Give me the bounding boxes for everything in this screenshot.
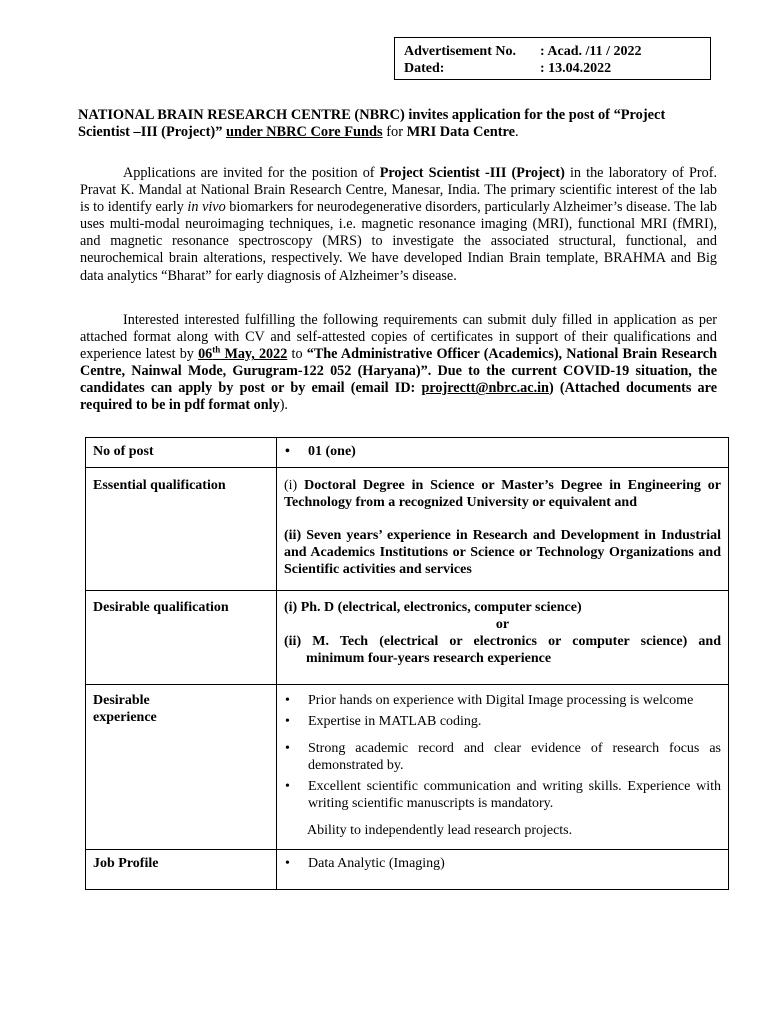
- list-item: [284, 692, 721, 709]
- intro-text-a: Applications are invited for the position of: [123, 165, 380, 181]
- deadline-suffix: th: [212, 344, 221, 355]
- bullet-icon: •: [285, 444, 290, 459]
- intro-in-vivo: in vivo: [187, 199, 226, 216]
- deadline-day: 06: [198, 346, 213, 363]
- experience-item: Strong academic record and clear evidence of research focus as demonstrated by.: [308, 741, 721, 773]
- application-text-end: ).: [279, 397, 288, 414]
- table-row: [86, 591, 729, 685]
- advertisement-number-value: : Acad. /11 / 2022: [540, 44, 642, 59]
- list-item: [284, 740, 721, 774]
- no-of-post-label: No of post: [86, 438, 277, 468]
- desirable-experience-label-line1: Desirable: [93, 693, 150, 708]
- application-email-link[interactable]: projrectt@nbrc.ac.in: [421, 380, 549, 397]
- list-item: [284, 778, 721, 812]
- heading-period: .: [515, 124, 519, 140]
- bullet-icon: •: [285, 856, 290, 871]
- job-profile-label: Job Profile: [86, 850, 277, 890]
- desirable-qualification-cell: [277, 591, 729, 685]
- heading-for: for: [382, 124, 407, 140]
- job-profile-cell: [277, 850, 729, 890]
- no-of-post-cell: [277, 438, 729, 468]
- advertisement-date-value: : 13.04.2022: [540, 61, 612, 76]
- desirable-experience-cell: [277, 685, 729, 850]
- application-format-note: ) (Attached documents are required to be in pdf format only: [80, 380, 717, 414]
- experience-item: Prior hands on experience with Digital Image processing is welcome: [308, 693, 694, 708]
- page-heading: [78, 107, 718, 141]
- desirable-ii-text: (ii) M. Tech (electrical or electronics or computer science) and: [284, 634, 721, 649]
- no-of-post-value: 01 (one): [308, 444, 356, 459]
- desirable-experience-label: [86, 685, 277, 850]
- advertisement-date-label: Dated:: [404, 61, 445, 76]
- application-deadline: [198, 346, 287, 362]
- experience-item: Expertise in MATLAB coding.: [308, 714, 482, 729]
- table-row: [86, 685, 729, 850]
- essential-qualification-cell: [277, 468, 729, 591]
- deadline-month-year: May, 2022: [220, 346, 288, 363]
- job-profile-value: Data Analytic (Imaging): [308, 856, 445, 871]
- heading-centre: MRI Data Centre: [406, 124, 516, 140]
- bullet-icon: •: [285, 741, 290, 756]
- list-item: [284, 713, 721, 730]
- bullet-icon: •: [285, 693, 290, 708]
- intro-paragraph: [80, 165, 717, 285]
- advertisement-number-label: Advertisement No.: [404, 44, 516, 59]
- advertisement-number-row: [404, 43, 710, 60]
- heading-funding: under NBRC Core Funds: [226, 124, 383, 140]
- desirable-or: or: [495, 617, 510, 632]
- advertisement-box: [394, 37, 711, 80]
- experience-item: Excellent scientific communication and writing skills. Experience with writing scientific manuscripts is mandatory.: [308, 779, 721, 811]
- application-paragraph: [80, 312, 717, 415]
- essential-qualification-label: Essential qualification: [86, 468, 277, 591]
- intro-position: Project Scientist -III (Project): [379, 165, 565, 181]
- table-row: [86, 438, 729, 468]
- desirable-qualification-label: Desirable qualification: [86, 591, 277, 685]
- essential-ii-text: (ii) Seven years’ experience in Research and Development in Industrial and Academics Institutions or Science or Technology Organizations and Scientific activities and services: [284, 528, 721, 577]
- intro-text-e: biomarkers for neurodegenerative disorders, particularly Alzheimer’s disease. The lab uses multi-modal neuroimaging techniques, i.e. magnetic resonance imaging (MRI), functional MRI (fMRI), and magnetic resonance spectroscopy (MRS) to investigate the associated structural, functional, and neurochemical brain alterations, respectively. We have developed Indian Brain template, BRAHMA and Big data analytics “Bharat” for early diagnosis of Alzheimer’s disease.: [80, 199, 717, 284]
- experience-extra: Ability to independently lead research projects.: [307, 823, 573, 838]
- application-address: “The Administrative Officer (Academics), National Brain Research Centre, Nainwal Mode, Gurugram-122 052 (Haryana)”. Due to the current COVID-19 situation, the candidates can apply by post or by email (email ID:: [80, 346, 717, 397]
- desirable-i-text: (i) Ph. D (electrical, electronics, computer science): [284, 600, 582, 615]
- heading-text: NATIONAL BRAIN RESEARCH CENTRE (NBRC) invites application for the post of “Project Scientist –III (Project)”: [78, 107, 666, 140]
- requirements-table: [85, 437, 729, 890]
- intro-text-c: in the laboratory of Prof. Pravat K. Mandal at National Brain Research Centre, Manesar, India. The primary scientific interest of the lab is to identify early: [80, 165, 718, 216]
- bullet-icon: •: [285, 714, 290, 729]
- table-row: [86, 850, 729, 890]
- desirable-ii-cont: minimum four-years research experience: [306, 651, 552, 666]
- desirable-experience-label-line2: experience: [93, 710, 157, 725]
- essential-i-text: Doctoral Degree in Science or Master’s Degree in Engineering or Technology from a recognized University or equivalent and: [284, 478, 721, 510]
- application-text-b: to: [287, 346, 307, 363]
- table-row: [86, 468, 729, 591]
- advertisement-date-row: [404, 60, 710, 77]
- application-text-a: Interested interested fulfilling the following requirements can submit duly filled in application as per attached format along with CV and self-attested copies of certificates in support of their qualifications and experience latest by: [80, 312, 717, 363]
- essential-i-prefix: (i): [284, 478, 305, 493]
- bullet-icon: •: [285, 779, 290, 794]
